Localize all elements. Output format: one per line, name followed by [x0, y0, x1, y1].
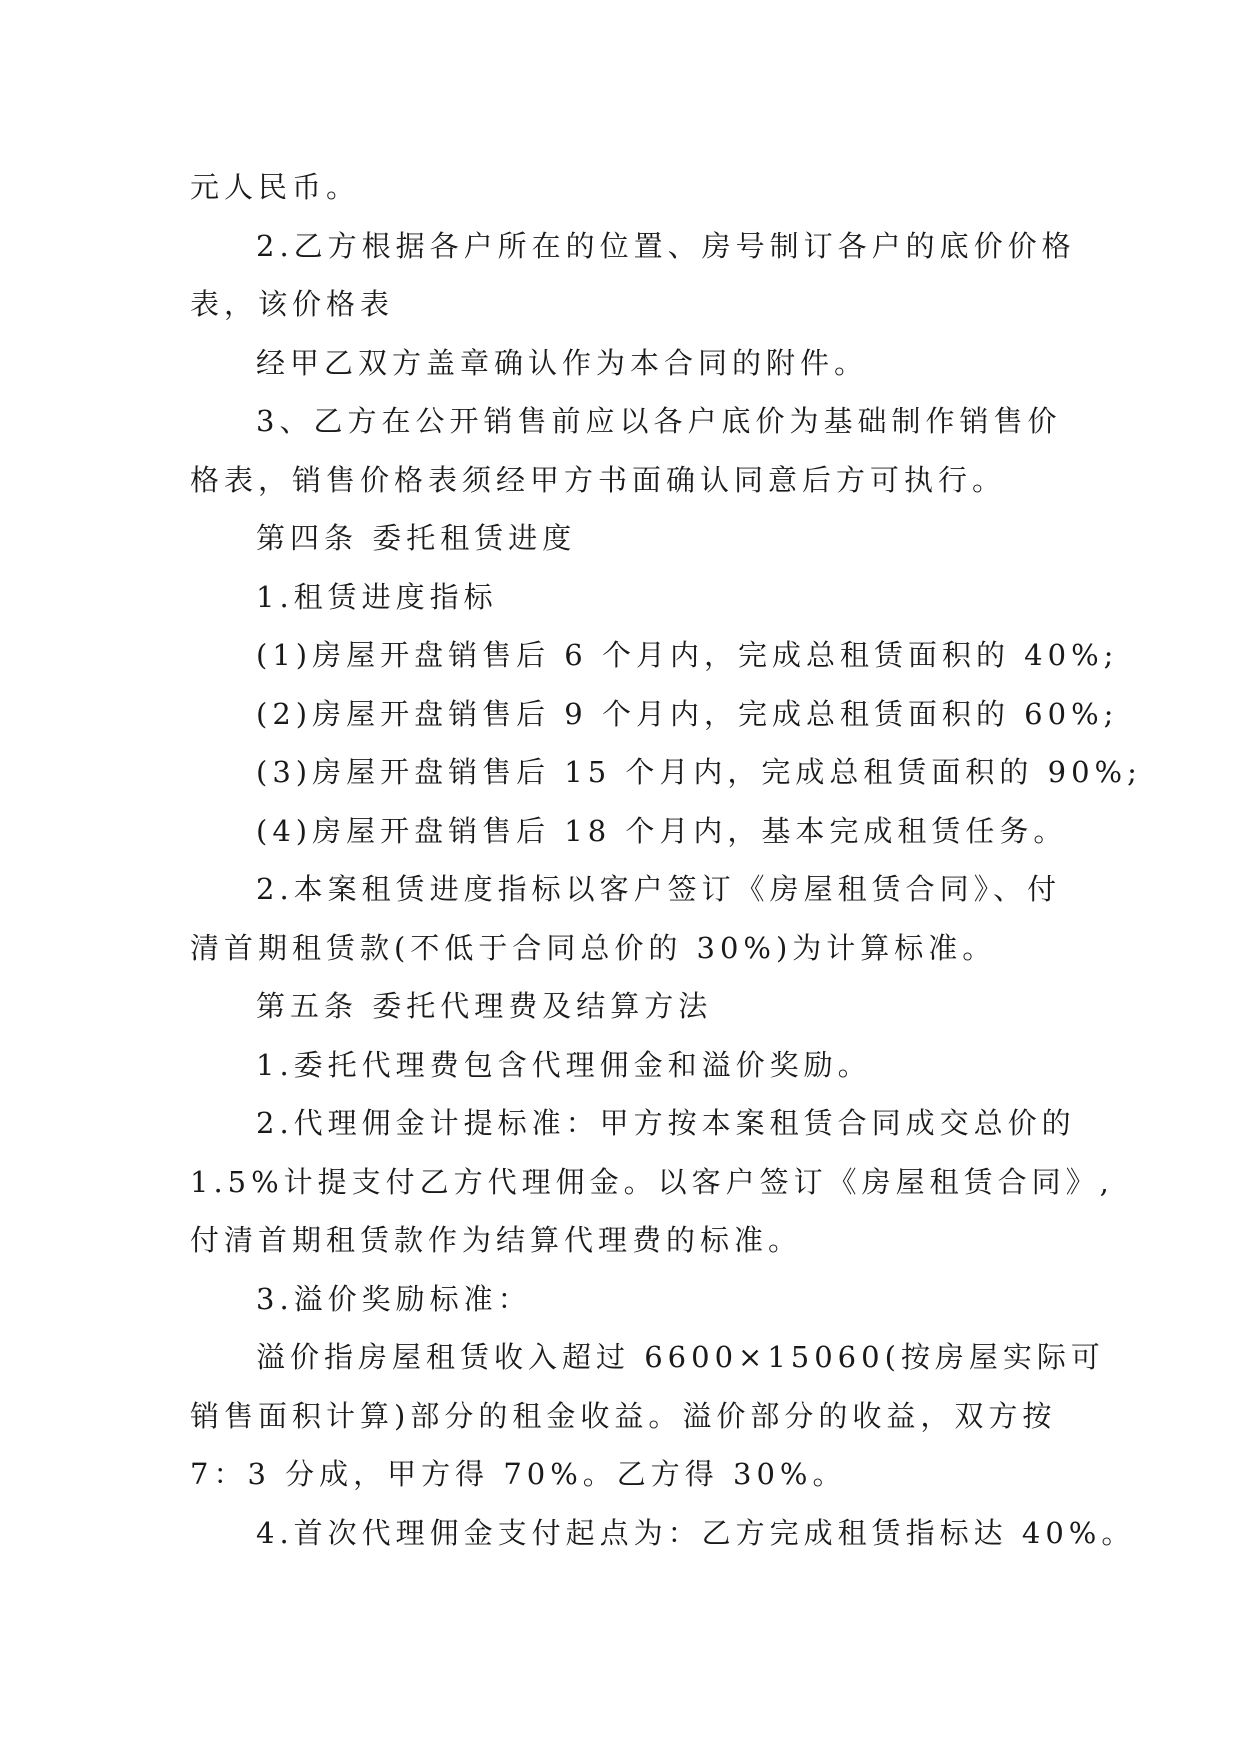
text-line: 1.租赁进度指标 [256, 579, 498, 614]
text-line: 溢价指房屋租赁收入超过 6600×15060(按房屋实际可 [256, 1340, 1105, 1374]
list-item: (2)房屋开盘销售后 9 个月内，完成总租赁面积的 60%; [256, 696, 1119, 731]
text-line: 2.乙方根据各户所在的位置、房号制订各户的底价价格 [256, 228, 1076, 263]
text-line: 元人民币。 [190, 170, 361, 204]
text-line: 3、乙方在公开销售前应以各户底价为基础制作销售价 [256, 404, 1062, 438]
text-line: 清首期租赁款(不低于合同总价的 30%)为计算标准。 [190, 930, 997, 965]
section-heading: 第四条 委托租赁进度 [256, 521, 577, 555]
section-heading: 第五条 委托代理费及结算方法 [256, 989, 713, 1023]
list-item: (4)房屋开盘销售后 18 个月内，基本完成租赁任务。 [256, 813, 1068, 848]
text-line: 7：3 分成，甲方得 70%。乙方得 30%。 [190, 1457, 847, 1491]
text-line: 2.代理佣金计提标准：甲方按本案租赁合同成交总价的 [256, 1106, 1076, 1140]
text-line: 3.溢价奖励标准： [256, 1281, 532, 1316]
list-item: (1)房屋开盘销售后 6 个月内，完成总租赁面积的 40%; [256, 638, 1119, 672]
list-item: (3)房屋开盘销售后 15 个月内，完成总租赁面积的 90%; [256, 755, 1142, 789]
text-line: 格表，销售价格表须经甲方书面确认同意后方可执行。 [190, 462, 1007, 497]
text-line: 2.本案租赁进度指标以客户签订《房屋租赁合同》、付 [256, 872, 1062, 906]
text-line: 1.5%计提支付乙方代理佣金。以客户签订《房屋租赁合同》, [190, 1164, 1114, 1199]
text-line: 4.首次代理佣金支付起点为：乙方完成租赁指标达 40%。 [256, 1515, 1136, 1550]
text-line: 销售面积计算)部分的租金收益。溢价部分的收益，双方按 [190, 1398, 1057, 1433]
text-line: 经甲乙双方盖章确认作为本合同的附件。 [256, 345, 869, 380]
text-line: 1.委托代理费包含代理佣金和溢价奖励。 [256, 1047, 872, 1082]
text-line: 付清首期租赁款作为结算代理费的标准。 [190, 1223, 803, 1257]
document-body [190, 158, 1142, 1562]
text-line: 表，该价格表 [190, 287, 395, 321]
